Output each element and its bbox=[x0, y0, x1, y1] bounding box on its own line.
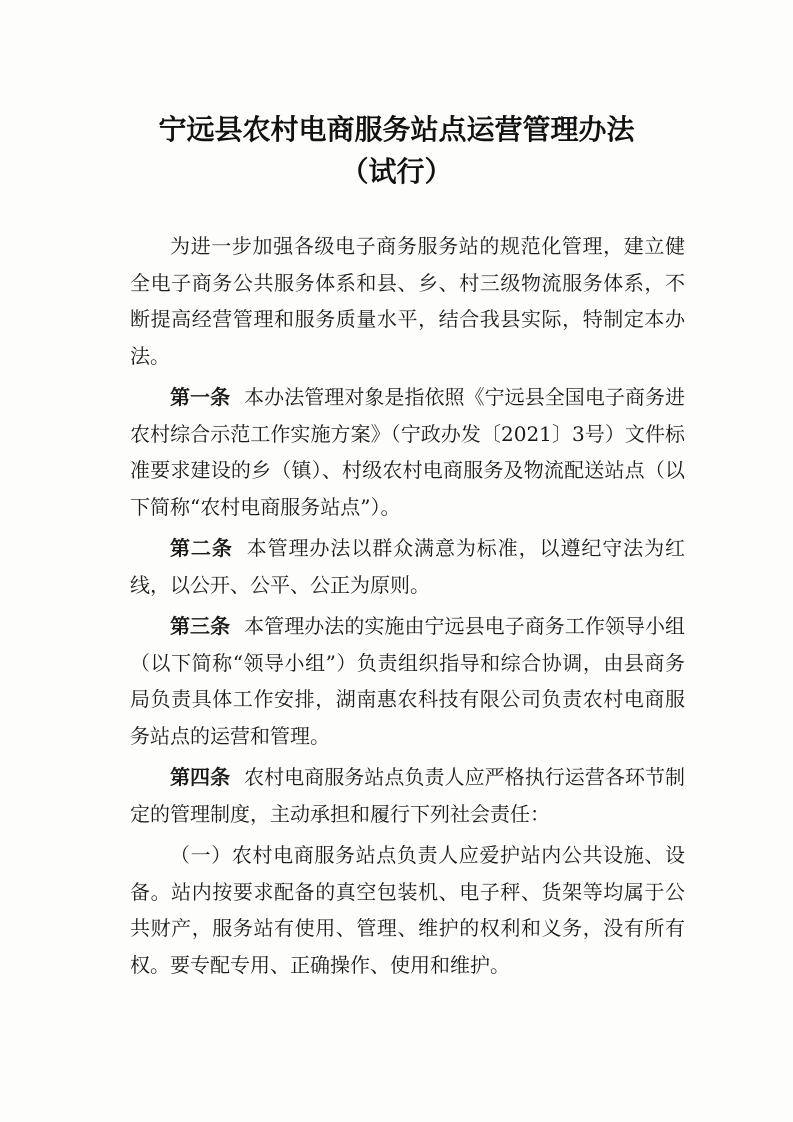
intro-paragraph: 为进一步加强各级电子商务服务站的规范化管理，建立健全电子商务公共服务体系和县、乡、村三级物流服务体系，不断提高经营管理和服务质量水平，结合我县实际，特制定本办法。 bbox=[130, 234, 685, 368]
article-2-text: 本管理办法以群众满意为标准，以遵纪守法为红线，以公开、公平、公正为原则。 bbox=[130, 536, 686, 597]
item-1-paragraph: （一）农村电商服务站点负责人应爱护站内公共设施、设备。站内按要求配备的真空包装机、电子秤、货架等均属于公共财产，服务站有使用、管理、维护的权利和义务，没有所有权。要专配专用、正确操作、使用和维护。 bbox=[130, 843, 685, 977]
article-1-label: 第一条 bbox=[170, 385, 231, 409]
article-1 bbox=[130, 379, 685, 525]
article-3-text: 本管理办法的实施由宁远县电子商务工作领导小组（以下简称“领导小组”）负责组织指导和综合协调，由县商务局负责具体工作安排，湖南惠农科技有限公司负责农村电商服务站点的运营和管理。 bbox=[130, 614, 685, 748]
article-3-label: 第三条 bbox=[170, 614, 231, 638]
article-4-label: 第四条 bbox=[170, 765, 231, 789]
document-body bbox=[130, 228, 685, 988]
article-2 bbox=[130, 530, 685, 603]
article-4 bbox=[130, 759, 685, 832]
article-1-text: 本办法管理对象是指依照《宁远县全国电子商务进农村综合示范工作实施方案》（宁政办发〔2021〕3号）文件标准要求建设的乡（镇）、村级农村电商服务及物流配送站点（以下简称“农村电商服务站点”）。 bbox=[130, 385, 685, 519]
article-4-text: 农村电商服务站点负责人应严格执行运营各环节制定的管理制度，主动承担和履行下列社会责任： bbox=[130, 765, 685, 826]
document-title: 宁远县农村电商服务站点运营管理办法 bbox=[158, 113, 635, 146]
article-2-label: 第二条 bbox=[170, 536, 233, 560]
document-subtitle: （试行） bbox=[340, 155, 453, 188]
article-3 bbox=[130, 608, 685, 754]
